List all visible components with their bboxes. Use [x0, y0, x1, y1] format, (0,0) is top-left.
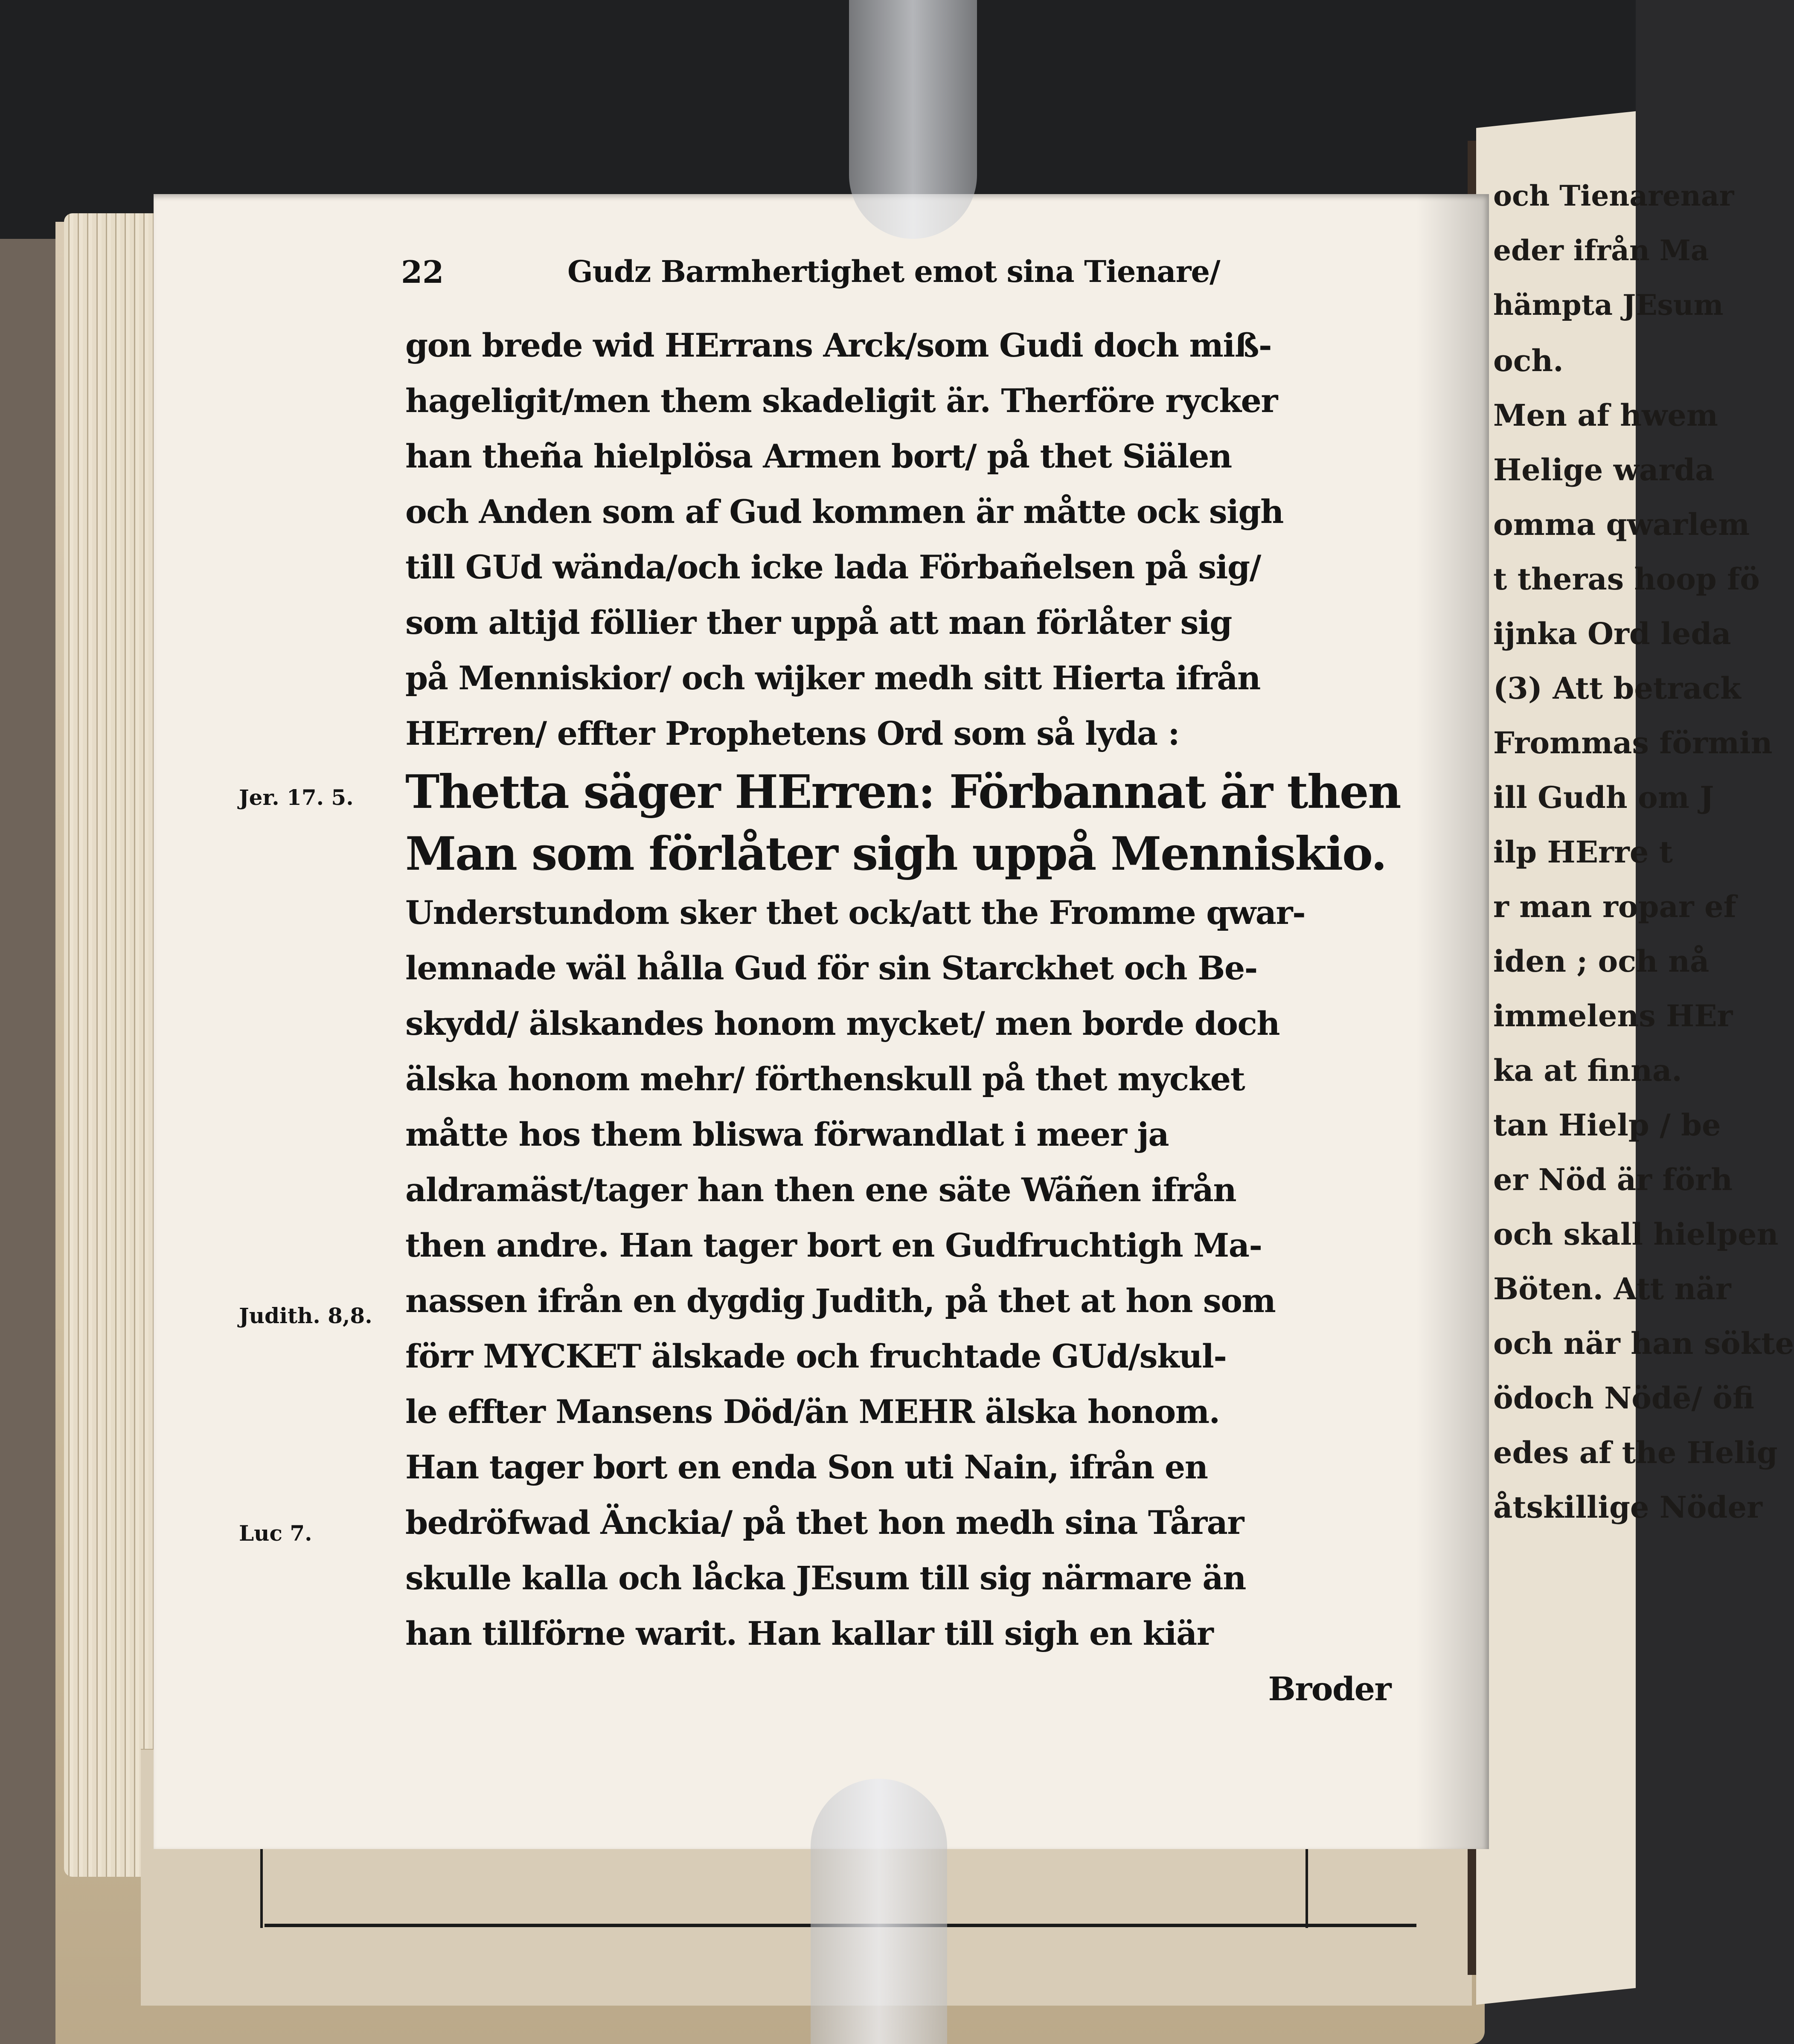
right-page-line: er Nöd är förh	[1493, 1162, 1733, 1197]
margin-notes	[239, 0, 393, 1706]
gutter-shadow	[1416, 194, 1489, 1849]
text-line-quote: Thetta säger HErren: Förbannat är then	[405, 765, 1401, 819]
running-head: Gudz Barmhertighet emot sina Tienare/	[567, 254, 1220, 289]
page-header	[401, 254, 1318, 294]
right-page-text	[1493, 179, 1794, 1672]
right-page-line: och Tienarenar	[1493, 179, 1734, 212]
right-page-line: t theras hoop fö	[1493, 561, 1760, 597]
right-page-line: och skall hielpen	[1493, 1217, 1779, 1252]
text-line: förr MYCKET älskade och fruchtade GUd/skul-	[405, 1337, 1227, 1375]
right-page-line: omma qwarlem	[1493, 507, 1750, 542]
text-line: han theña hielplösa Armen bort/ på thet Siälen	[405, 437, 1232, 475]
text-line: skydd/ älskandes honom mycket/ men borde doch	[405, 1005, 1280, 1042]
text-line: till GUd wända/och icke lada Förbañelsen på sig/	[405, 548, 1261, 586]
right-page-line: edes af the Helig	[1493, 1435, 1778, 1470]
text-line: och Anden som af Gud kommen är måtte ock sigh	[405, 493, 1283, 531]
right-page-line: ilp HErre t	[1493, 834, 1673, 870]
text-line: som altijd föllier ther uppå att man förlåter sig	[405, 604, 1232, 642]
text-line: på Menniskior/ och wijker medh sitt Hierta ifrån	[405, 659, 1260, 697]
text-line: Han tager bort en enda Son uti Nain, ifrån en	[405, 1448, 1208, 1486]
text-line: gon brede wid HErrans Arck/som Gudi doch miß-	[405, 326, 1272, 364]
right-page-line: och.	[1493, 343, 1564, 378]
text-line: hageligit/men them skadeligit är. Therföre rycker	[405, 382, 1277, 420]
right-page-line: Böten. Att när	[1493, 1271, 1731, 1307]
right-page-line: hämpta JEsum	[1493, 288, 1724, 322]
printed-rule	[1306, 1843, 1308, 1928]
text-line: le effter Mansens Död/än MEHR älska honom.	[405, 1393, 1220, 1431]
text-line: Understundom sker thet ock/att the Fromme qwar-	[405, 894, 1306, 932]
text-line: aldramäst/tager han then ene säte Wäñen ifrån	[405, 1171, 1236, 1209]
text-line: nassen ifrån en dygdig Judith, på thet at hon som	[405, 1282, 1276, 1320]
text-line: älska honom mehr/ förthenskull på thet mycket	[405, 1060, 1245, 1098]
page-stack-edge	[64, 213, 158, 1877]
text-line: then andre. Han tager bort en Gudfruchtigh Ma-	[405, 1226, 1262, 1264]
margin-note: Judith. 8,8.	[239, 1303, 372, 1328]
right-page-line: Men af hwem	[1493, 398, 1718, 433]
text-line: lemnade wäl hålla Gud för sin Starckhet och Be-	[405, 949, 1257, 987]
text-line-quote: Man som förlåter sigh uppå Menniskio.	[405, 827, 1386, 881]
right-page-line: r man ropar ef	[1493, 889, 1736, 924]
page-clip	[849, 0, 977, 239]
printed-rule	[260, 1843, 263, 1928]
text-line: HErren/ effter Prophetens Ord som så lyda :	[405, 714, 1180, 752]
text-line: han tillförne warit. Han kallar till sigh en kiär	[405, 1614, 1213, 1652]
main-text-block	[405, 318, 1401, 1717]
text-line: bedröfwad Änckia/ på thet hon medh sina Tårar	[405, 1504, 1244, 1542]
right-page-line: iden ; och nå	[1493, 944, 1710, 979]
right-page-line: ka at finna.	[1493, 1053, 1682, 1088]
right-page-line: Frommas förmin	[1493, 725, 1773, 761]
text-line: skulle kalla och låcka JEsum till sig närmare än	[405, 1559, 1246, 1597]
right-page-line: immelens HEr	[1493, 998, 1733, 1034]
text-line: måtte hos them bliswa förwandlat i meer ja	[405, 1115, 1169, 1153]
margin-note: Luc 7.	[239, 1521, 312, 1546]
margin-note: Jer. 17. 5.	[239, 785, 354, 810]
right-page-line: tan Hielp / be	[1493, 1107, 1721, 1143]
right-page-line: och när han söktе	[1493, 1326, 1794, 1361]
page-number: 22	[401, 254, 444, 290]
right-page-line: eder ifrån Ma	[1493, 234, 1709, 267]
right-page-line: ill Gudh om J	[1493, 780, 1714, 815]
page-clip	[811, 1779, 947, 2044]
right-page-line: (3) Att betrack	[1493, 671, 1741, 706]
right-page-line: ödoch Nödē/ öfi	[1493, 1380, 1754, 1416]
catchword: Broder	[1268, 1670, 1391, 1708]
right-page-line: åtskillige Nöder	[1493, 1489, 1762, 1525]
right-page-line: ijnka Ord leda	[1493, 616, 1731, 651]
right-page-line: Helige warda	[1493, 452, 1715, 488]
